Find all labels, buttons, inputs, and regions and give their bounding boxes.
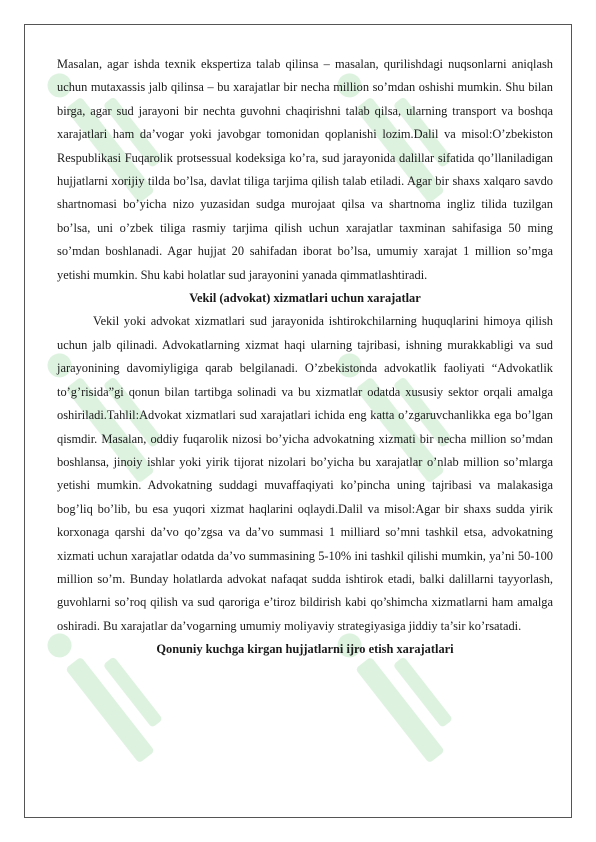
paragraph: Vekil yoki advokat xizmatlari sud jarayonida ishtirokchilarning huquqlarini himoya qilish uchun jalb qilinadi. Advokatlarning xizmat haqi ularning tajribasi, ishning murakkabligi va sud jarayonining davomiyligiga qarab belgilanadi. O’zbekistonda advokatlik faoliyati “Advokatlik to’g’risida”gi qonun bilan tartibga solinadi va bu xizmatlar odatda xususiy sektor orqali amalga oshiriladi.Tahlil:Advokat xizmatlari sud xarajatlari ichida eng katta o’zgaruvchanlikka ega bo’lgan qismdir. Masalan, oddiy fuqarolik nizosi bo’yicha advokatning xizmati bir necha million so’mdan boshlansa, jinoiy ishlar yoki yirik tijorat nizolari bo’yicha bu xarajatlar o’nlab million so’mlarga yetishi mumkin. Advokatning suddagi muvaffaqiyati ko’pincha uning tajribasi va malakasiga bog’liq bo’lib, bu esa yuqori xizmat haqlarini oqlaydi.Dalil va misol:Agar bir shaxs sudda yirik korxonaga qarshi da’vo qo’zgsa va da’vo summasi 1 milliard so’mni tashkil etsa, advokatning xizmati uchun xarajatlar odatda da’vo summasining 5-10% ini tashkil qilishi mumkin, ya’ni 50-100 million so’m. Bunday holatlarda advokat nafaqat sudda ishtirok etadi, balki dalillarni tayyorlash, guvohlarni so’roq qilish va sud qaroriga e’tiroz bildirish kabi qo’shimcha xizmatlarni ham amalga oshiradi. Bu xarajatlar da’vogarning umumiy moliyaviy strategiyasiga jiddiy ta’sir ko’rsatadi. <box>57 314 553 633</box>
section-heading: Vekil (advokat) xizmatlari uchun xarajatlar <box>189 291 421 306</box>
document-body <box>57 53 553 662</box>
section-heading: Qonuniy kuchga kirgan hujjatlarni ijro etish xarajatlari <box>156 642 454 657</box>
paragraph: Masalan, agar ishda texnik ekspertiza talab qilinsa – masalan, qurilishdagi nuqsonlarni aniqlash uchun mutaxassis jalb qilinsa – bu xarajatlar bir necha million so’mdan oshishi mumkin. Shu bilan birga, agar sud jarayoni bir nechta guvohni chaqirishni talab qilsa, ularning transport va boshqa xarajatlari ham da’vogar yoki javobgar tomonidan qoplanishi lozim.Dalil va misol:O’zbekiston Respublikasi Fuqarolik protsessual kodeksiga ko’ra, sud jarayonida dalillar sifatida qo’llaniladigan hujjatlarni xorijiy tilda bo’lsa, davlat tiliga tarjima qilish talab etiladi. Agar bir shaxs xalqaro savdo shartnomasi bo’yicha nizo yuzasidan sudga murojaat qilsa va shartnoma ingliz tilida tuzilgan bo’lsa, uni o’zbek tiliga rasmiy tarjima qilish uchun xarajatlar taxminan sahifasiga 50 ming so’mdan boshlanadi. Agar hujjat 20 sahifadan iborat bo’lsa, umumiy xarajat 1 million so’mga yetishi mumkin. Shu kabi holatlar sud jarayonini yanada qimmatlashtiradi. <box>57 57 553 282</box>
